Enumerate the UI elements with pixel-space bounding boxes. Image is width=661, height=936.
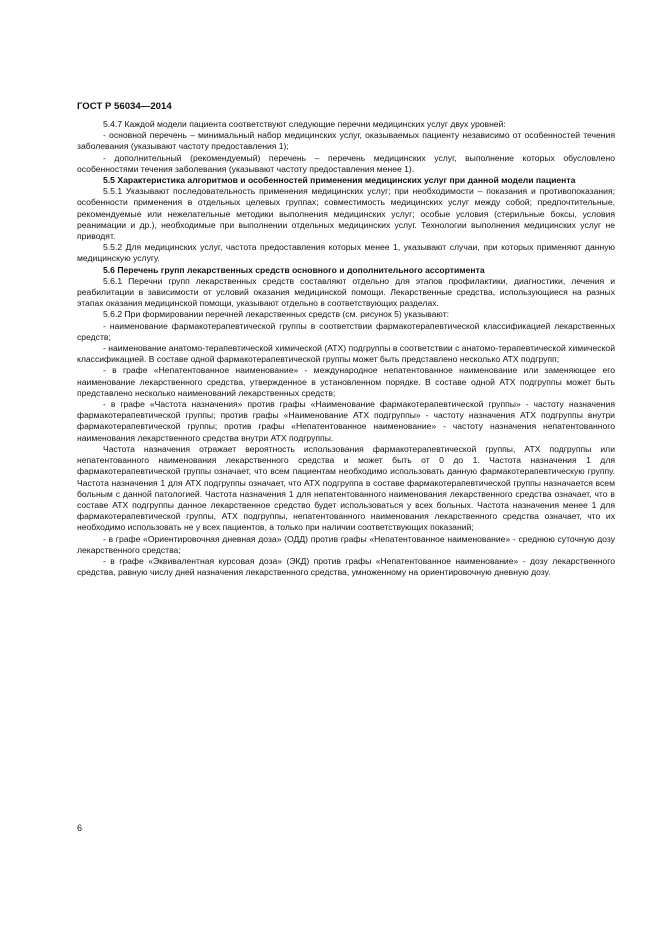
clause-5-4-7: 5.4.7 Каждой модели пациента соответствуют следующие перечни медицинских услуг двух уровней: — [103, 119, 506, 129]
page-number: 6 — [77, 823, 83, 833]
list-item-nonproprietary-name: - в графе «Непатентованное наименование» - международное непатентованное наименование или заменяющее его наименование лекарственного средства, утвержденное в установленном порядке. В составе одной АТХ подгруппы может быть представлено несколько наименований лекарственных средств; — [77, 365, 615, 398]
clause-5-5-2: 5.5.2 Для медицинских услуг, частота предоставления которых менее 1, указывают случаи, при которых применяют данную медицинскую услугу. — [77, 242, 615, 264]
clause-5-5-1: 5.5.1 Указывают последовательность применения медицинских услуг; при необходимости – показания и противопоказания; особенности применения в отдельных целевых группах; совместимость медицинских услуг между собой; предпочтительные, рекомендуемые или нежелательные методики выполнения медицинских услуг; особые условия (стерильные боксы, условия реанимации и др.), необходимые при выполнении отдельных медицинских услуг. Технологии выполнения медицинских услуг не приводят. — [77, 186, 615, 242]
list-item-daily-dose: - в графе «Ориентировочная дневная доза» (ОДД) против графы «Непатентованное наименование» - среднюю суточную дозу лекарственного средства; — [77, 533, 615, 555]
clause-5-6-2: 5.6.2 При формировании перечней лекарственных средств (см. рисунок 5) указывают: — [103, 309, 450, 320]
document-body — [77, 119, 615, 578]
list-item-basic-list: - основной перечень – минимальный набор медицинских услуг, оказываемых пациенту независимо от особенностей течения заболевания (указывают частоту предоставления 1); — [77, 130, 615, 152]
section-heading-5-6: 5.6 Перечень групп лекарственных средств основного и дополнительного ассортимента — [103, 264, 485, 275]
list-item-atc-subgroup: - наименование анатомо-терапевтической химической (АТХ) подгруппы в соответствии с анатомо-терапевтической химической классификацией. В составе одной фармакотерапевтической группы может быть представлено несколько АТХ подгрупп; — [77, 343, 615, 365]
list-item-course-dose: - в графе «Эквивалентная курсовая доза» (ЭКД) против графы «Непатентованное наименование» - дозу лекарственного средства, равную числу дней назначения лекарственного средства, умноженному на ориентировочную дневную дозу. — [77, 555, 615, 578]
list-item-frequency: - в графе «Частота назначения» против графы «Наименование фармакотерапевтической группы» - частоту назначения фармакотерапевтической группы; против графы «Наименование АТХ подгруппы» - частоту назначения АТХ подгруппы внутри фармакотерапевтической группы; против графы «Непатентованное наименование» - частоту назначения непатентованного наименования лекарственного средства внутри АТХ подгруппы. — [77, 399, 615, 443]
section-heading-5-5: 5.5 Характеристика алгоритмов и особенностей применения медицинских услуг при данной модели пациента — [103, 175, 576, 186]
clause-5-6-1: 5.6.1 Перечни групп лекарственных средств составляют отдельно для этапов профилактики, диагностики, лечения и реабилитации в зависимости от условий оказания медицинской помощи. Лекарственные средства, использующиеся на разных этапах оказания медицинской помощи, указывают отдельно в соответствующих разделах. — [77, 275, 615, 309]
list-item-additional-list: - дополнительный (рекомендуемый) перечень – перечень медицинских услуг, выполнение которых обусловлено особенностями течения заболевания (указывают частоту предоставления менее 1). — [77, 152, 615, 174]
list-item-pharmacotherapeutic-group: - наименование фармакотерапевтической группы в соответствии фармакотерапевтической классификацией лекарственных средств; — [77, 320, 615, 342]
document-header-title: ГОСТ Р 56034—2014 — [77, 101, 172, 112]
paragraph-frequency-explanation: Частота назначения отражает вероятность использования фармакотерапевтической группы, АТХ подгруппы или непатентованного наименования лекарственного средства и может быть от 0 до 1. Частота назначения 1 для фармакотерапевтической группы означает, что всем пациентам необходимо использовать данную фармакотерапевтическую группу. Частота назначения 1 для АТХ подгруппы означает, что АТХ подгруппа в составе фармакотерапевтической группы назначается всем больным с данной патологией. Частота назначения 1 для непатентованного наименования лекарственного средства означает, что в составе АТХ подгруппы данное лекарственное средство будет использоваться у всех больных. Частота назначения менее 1 для фармакотерапевтической группы, АТХ подгруппы, непатентованного наименования лекарственного средства означает, что их необходимо использовать не у всех пациентов, а только при наличии соответствующих показаний; — [77, 443, 615, 533]
